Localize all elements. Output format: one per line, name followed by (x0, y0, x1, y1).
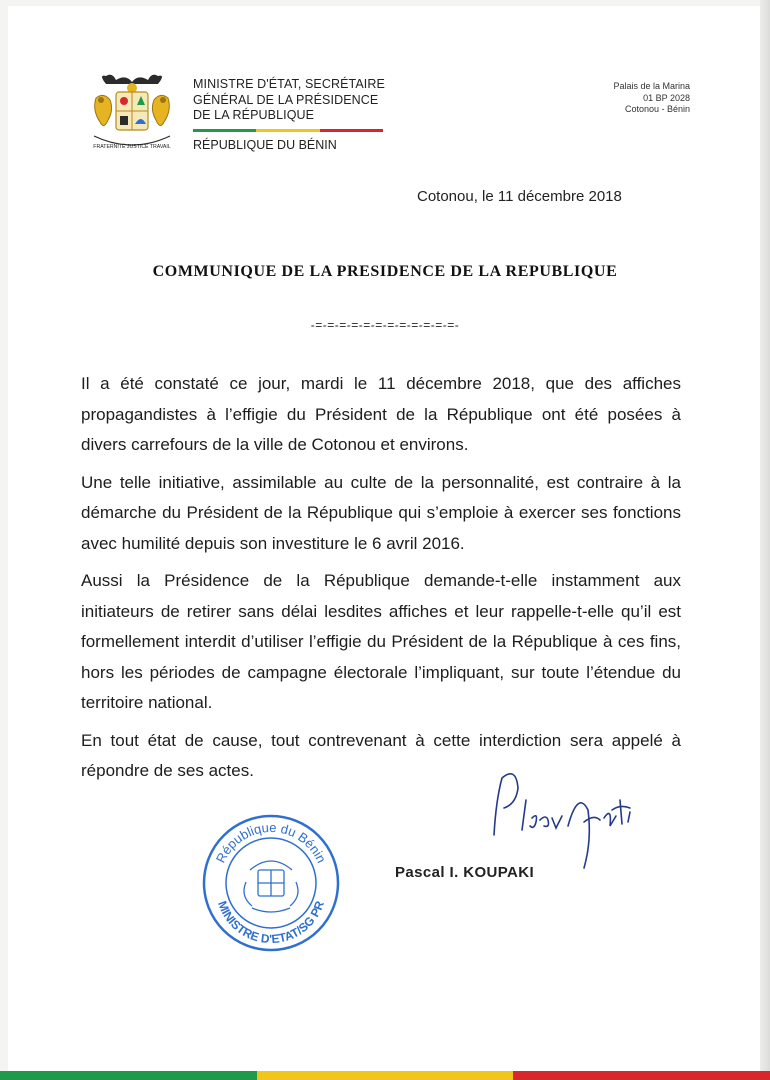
ministry-name (193, 77, 423, 124)
address-line: 01 BP 2028 (643, 92, 690, 103)
coat-of-arms-icon (86, 70, 178, 154)
handwritten-signature (480, 760, 650, 880)
paragraph: Une telle initiative, assimilable au culte de la personnalité, est contraire à la démarche du Président de la République qui s’emploie à exercer ses fonctions avec humilité depuis son investiture le 6 avril 2016. (81, 472, 681, 553)
paragraph: En tout état de cause, tout contrevenant à cette interdiction sera appelé à répondre de ses actes. (81, 730, 681, 780)
address-block (550, 81, 690, 116)
republic-name: RÉPUBLIQUE DU BÉNIN (193, 138, 337, 152)
svg-text:République du Bénin (213, 820, 329, 865)
stamp-emblem-icon (244, 861, 298, 912)
communique-body (81, 369, 681, 794)
ministry-line: MINISTRE D'ÉTAT, SECRÉTAIRE (193, 77, 385, 91)
paragraph: Aussi la Présidence de la République demande-t-elle instamment aux initiateurs de retirer sans délai lesdites affiches et leur rappelle-t-elle qu’il est formellement interdit d’utiliser l’effigie du Président de la République à ces fins, hors les périodes de campagne électorale l’impliquant, sur toute l’étendue du territoire national. (81, 571, 681, 712)
page-edge (760, 0, 770, 1080)
coat-motto: FRATERNITÉ JUSTICE TRAVAIL (93, 144, 171, 150)
signer-name: Pascal I. KOUPAKI (395, 864, 535, 881)
document-title: COMMUNIQUE DE LA PRESIDENCE DE LA REPUBLIQUE (152, 263, 618, 280)
official-stamp (200, 812, 342, 954)
flag-bottom-band (0, 1071, 770, 1080)
paragraph: Il a été constaté ce jour, mardi le 11 décembre 2018, que des affiches propagandistes à l’effigie du Président de la République ont été posées à divers carrefours de la ville de Cotonou et environs. (81, 374, 681, 454)
ministry-line: DE LA RÉPUBLIQUE (193, 108, 315, 122)
address-line: Cotonou - Bénin (624, 104, 690, 114)
title-separator: -=-=-=-=-=-=-=-=-=-=-=-=- (310, 318, 460, 332)
ministry-line: GÉNÉRAL DE LA PRÉSIDENCE (193, 92, 379, 107)
flag-color-strip (193, 129, 383, 132)
stamp-bottom-text: MINISTRE D'ETAT/SG PR (215, 898, 327, 947)
date-line: Cotonou, le 11 décembre 2018 (417, 188, 622, 205)
stamp-top-text: République du Bénin (212, 819, 330, 866)
address-line: Palais de la Marina (613, 81, 690, 91)
